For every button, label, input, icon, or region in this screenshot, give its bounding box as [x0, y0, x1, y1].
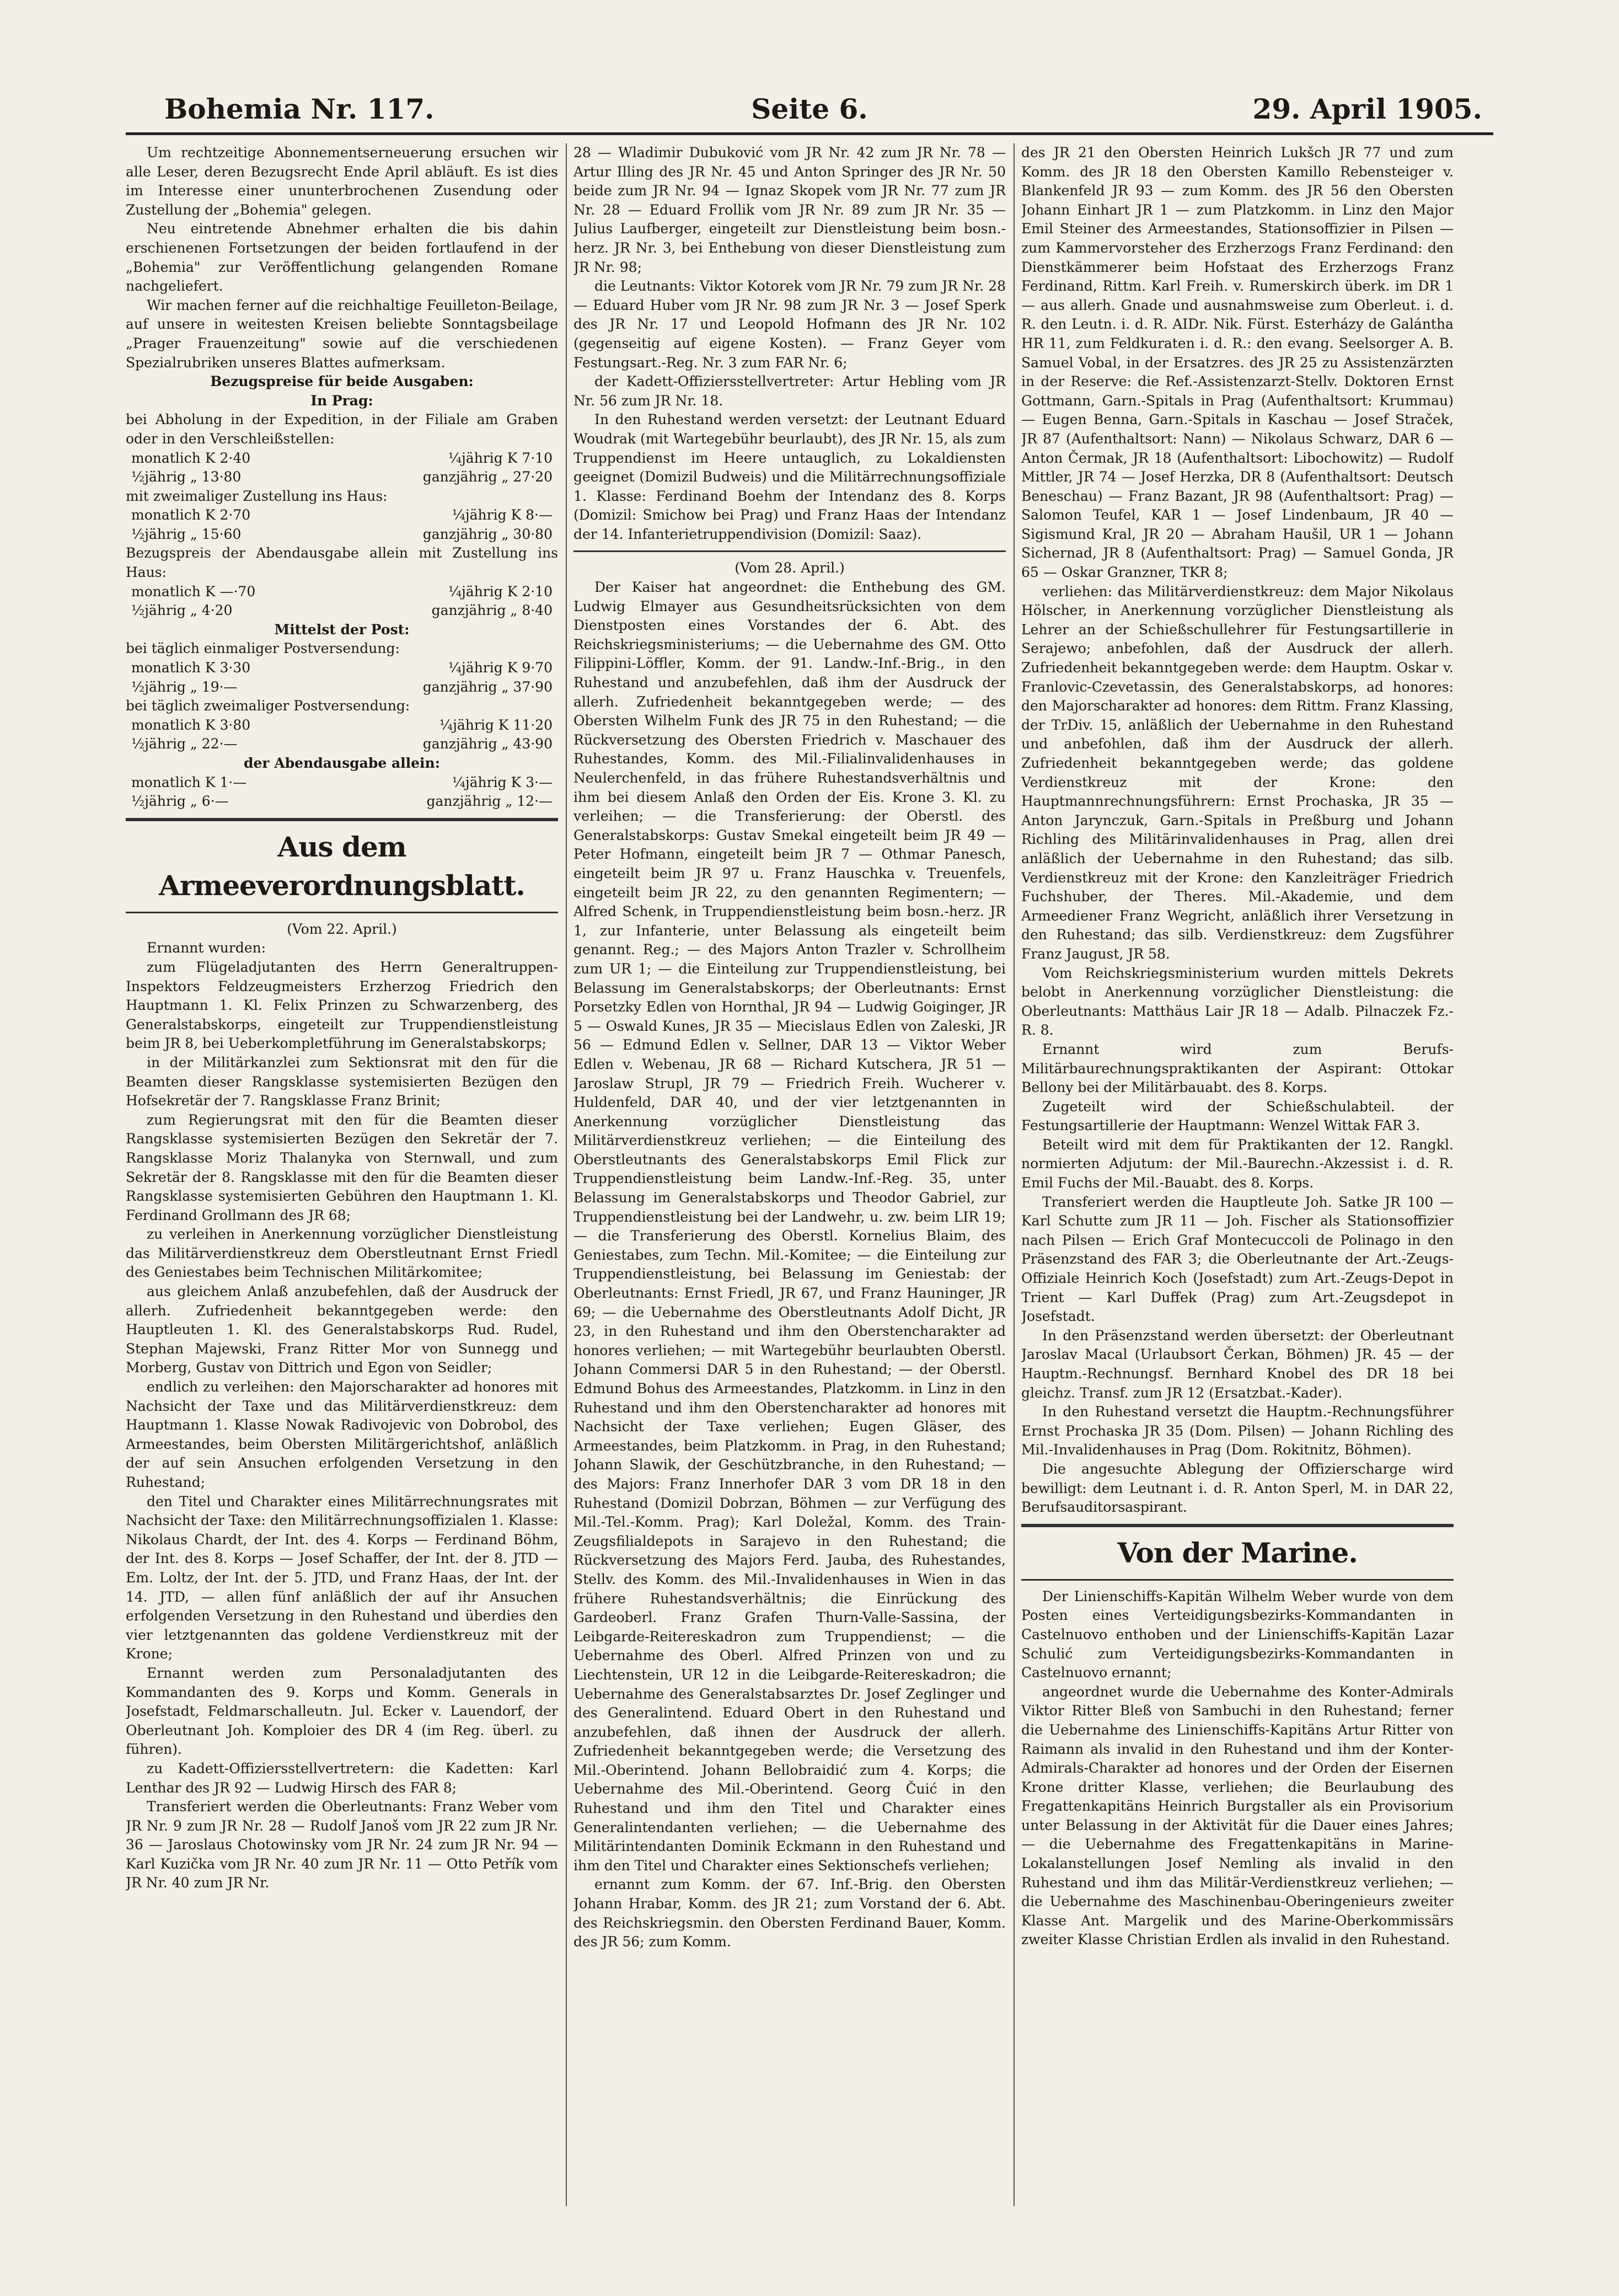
column-1 — [126, 143, 558, 2206]
prices-abend-allein: der Abendausgabe allein: — [244, 755, 440, 771]
subscription-paragraph-3: Wir machen ferner auf die reichhaltige Feuilleton-Beilage, auf unsere in weitesten Kreisen beliebte Sonntagsbeilage „Prager Frauenzeitung" sowie auf die verschiedenen Spezialrubriken unseres Blattes aufmerksam. — [126, 297, 558, 371]
column-2 — [573, 143, 1006, 2206]
army-paragraph: Ernannt wird zum Berufs-Militärbaurechnungspraktikanten der Aspirant: Ottokar Bellony bei der Militärbauabt. des 8. Korps. — [1021, 1041, 1454, 1096]
prices-post-heading: Mittelst der Post: — [274, 621, 410, 638]
army-paragraph: in der Militärkanzlei zum Sektionsrat mit den für die Beamten dieser Rangsklasse systemisierten Bezügen den Hofsekretär der 7. Rangsklasse Franz Brinit; — [126, 1054, 558, 1109]
army-paragraph: zu verleihen in Anerkennung vorzüglicher Dienstleistung das Militärverdienstkreuz dem Oberstleutnant Ernst Friedl des Geniestabes beim Technischen Militärkomitee; — [126, 1226, 558, 1281]
price-row — [126, 582, 558, 602]
army-paragraph: Vom Reichskriegsministerium wurden mittels Dekrets belobt in Anerkennung vorzüglicher Dienstleistung: die Oberleutnants: Matthäus Lair JR 18 — Adalb. Pilnaczek Fz.-R. 8. — [1021, 965, 1454, 1039]
price-row — [126, 449, 558, 468]
army-paragraph: den Titel und Charakter eines Militärrechnungsrates mit Nachsicht der Taxe: den Militärrechnungsoffizialen 1. Klasse: Nikolaus Chardt, der Int. des 4. Korps — Ferdinand Böhm, der Int. des 8. Korps — Josef Schaffer, der Int. der 8. JTD — Em. Loltz, der Int. der 5. JTD, und Franz Haas, der Int. der 14. JTD, — allen fünf anläßlich der auf ihr Ansuchen erfolgenden Versetzung in den Ruhestand und überdies den vier letztgenannten das goldene Verdienstkreuz mit der Krone; — [126, 1493, 558, 1662]
army-paragraph: Transferiert werden die Oberleutnants: Franz Weber vom JR Nr. 9 zum JR Nr. 28 — Rudolf Janoš vom JR 22 zum JR Nr. 36 — Jaroslaus Chotowinsky vom JR Nr. 24 zum JR Nr. 94 — Karl Kuzička vom JR Nr. 40 zum JR Nr. 11 — Otto Petřík vom JR Nr. 40 zum JR Nr. — [126, 1799, 558, 1891]
army-paragraph: Ernannt werden zum Personaladjutanten des Kommandanten des 9. Korps und Komm. Generals in Josefstadt, Feldmarschalleutn. Jul. Ecker v. Lauendorf, der Oberleutnant Joh. Komploier des DR 4 (im Reg. überl. zu führen). — [126, 1665, 558, 1758]
army-paragraph: verliehen: das Militärverdienstkreuz: dem Major Nikolaus Hölscher, in Anerkennung vorzüglicher Dienstleistung als Lehrer an der Schießschullehrer für Festungsartillerie in Serajewo; anbefohlen, daß der Ausdruck der allerh. Zufriedenheit bekanntgegeben werde: dem Hauptm. Oskar v. Franlovic-Czevetassin, des Generalstabskorps, ad honores: den Majorscharakter ad honores: dem Rittm. Franz Klassing, der TrDiv. 15, anläßlich der Uebernahme in den Ruhestand und anbefohlen, daß ihm der Ausdruck der allerh. Zufriedenheit bekanntgegeben werde; das goldene Verdienstkreuz mit der Krone: den Hauptmannrechnungsführern: Ernst Prochaska, JR 35 — Anton Jarynczuk, Garn.-Spitals in Preßburg und Johann Richling des Militärinvalidenhauses in Prag, allen drei anläßlich der Uebernahme in den Ruhestand; das silb. Verdienstkreuz mit der Krone: den Kanzleiträger Friedrich Fuchshuber, der Theres. Mil.-Akademie, und dem Armeediener Franz Wegricht, anläßlich ihrer Versetzung in den Ruhestand; das silb. Verdienstkreuz: dem Zugsführer Franz Jaugust, JR 58. — [1021, 583, 1454, 962]
prices-abend: Bezugspreis der Abendausgabe allein mit Zustellung ins Haus: — [126, 545, 558, 581]
price-right: ganzjährig „ 27·20 — [422, 469, 553, 485]
price-row — [126, 773, 558, 793]
heading-rule — [126, 912, 558, 913]
prices-block-6 — [126, 773, 558, 811]
price-left: ½jährig „ 6·— — [131, 793, 229, 810]
issue-date: 29. April 1905. — [1252, 93, 1482, 125]
prices-block-1 — [126, 449, 558, 487]
price-right: ¼jährig K 9·70 — [448, 660, 553, 676]
price-row — [126, 792, 558, 811]
price-left: ½jährig „ 19·— — [131, 678, 238, 695]
price-row — [126, 506, 558, 525]
heading-rule — [1021, 1579, 1454, 1581]
prices-block-4 — [126, 659, 558, 697]
prices-prag-heading: In Prag: — [310, 392, 373, 409]
army-paragraph: die Leutnants: Viktor Kotorek vom JR Nr. 79 zum JR Nr. 28 — Eduard Huber vom JR Nr. 98 zum JR Nr. 3 — Josef Sperk des JR Nr. 17 und Leopold Hofmann des JR Nr. 102 (gegenseitig auf eigene Kosten). — Franz Geyer vom Festungsart.-Reg. Nr. 3 zum FAR Nr. 6; — [573, 278, 1006, 371]
price-left: ½jährig „ 13·80 — [131, 469, 242, 485]
prices-block-5 — [126, 716, 558, 754]
newspaper-page — [126, 83, 1493, 2223]
price-row — [126, 716, 558, 735]
army-paragraph: Der Kaiser hat angeordnet: die Enthebung des GM. Ludwig Elmayer aus Gesundheitsrücksichten von dem Dienstposten eines Vorstandes der 6. Abt. des Reichskriegsministeriums; — die Uebernahme des GM. Otto Filippini-Löffler, Komm. der 91. Landw.-Inf.-Brig., in den Ruhestand und anzubefehlen, daß ihm der Ausdruck der allerh. Zufriedenheit bekanntgegeben werde; — des Obersten Wilhelm Funk des JR 75 in den Ruhestand; — die Rückversetzung des Obersten Friedrich v. Maschauer des Ruhestandes, Komm. des Mil.-Filialinvalidenhauses in Neulerchenfeld, in das frühere Ruhestandsverhältnis und ihm bei diesem Anlaß den Orden der Eis. Krone 3. Kl. zu verleihen; — die Transferierung: der Oberstl. des Generalstabskorps: Gustav Smekal eingeteilt beim JR 49 — Peter Hofmann, eingeteilt beim JR 7 — Othmar Panesch, eingeteilt beim JR 97 u. Franz Hauschka v. Treuenfels, eingeteilt beim JR 22, zu den genannten Regimentern; — Alfred Schenk, in Truppendienstleistung beim bosn.-herz. JR 1, zur Infanterie, unter Belassung als eingeteilt beim genannt. Reg.; — des Majors Anton Trazler v. Schrollheim zum UR 1; — die Einteilung zur Truppendienstleistung, bei Belassung im Generalstabskorps; der Oberleutnants: Ernst Porsetzky Edlen von Hornthal, JR 94 — Ludwig Goiginger, JR 5 — Oswald Kunes, JR 35 — Miecislaus Edlen von Zaleski, JR 56 — Edmund Edlen v. Sellner, DAR 13 — Viktor Weber Edlen v. Webenau, JR 68 — Richard Kutschera, JR 51 — Jaroslaw Strupl, JR 79 — Friedrich Freih. Wucherer v. Huldenfeld, DAR 40, und der vier letztgenannten in Anerkennung vorzüglicher Dienstleistung das Militärverdienstkreuz verliehen; — die Einteilung des Oberstleutnants des Generalstabskorps Emil Flick zur Truppendienstleistung beim Landw.-Inf.-Reg. 35, unter Belassung im Generalstabskorps und Theodor Gabriel, zur Truppendienstleistung bei der Landwehr, u. zw. beim LIR 19; — die Transferierung des Oberstl. Kornelius Blaim, des Geniestabes, zum Techn. Mil.-Komitee; — die Einteilung zur Truppendienstleistung, bei Belassung im Geniestab: der Oberleutnants: Ernst Friedl, JR 67, und Franz Hauninger, JR 69; — die Uebernahme des Oberstleutnants Adolf Dicht, JR 23, in den Ruhestand und ihm den Oberstencharakter ad honores verliehen; — mit Wartegebühr beurlaubten Oberstl. Johann Commersi DAR 5 in den Ruhestand; — der Oberstl. Edmund Bohus des Armeestandes, Platzkomm. in Linz in den Ruhestand und ihm den Oberstencharakter ad honores mit Nachsicht der Taxe verliehen; Eugen Gläser, des Armeestandes, beim Platzkomm. in Prag, in den Ruhestand; Johann Slawik, der Geschützbranche, in den Ruhestand; — des Majors: Franz Innerhofer DAR 3 vom DR 18 in den Ruhestand (Domizil Dobrzan, Böhmen — zur Verfügung des Mil.-Tel.-Komm. Prag); Karl Doležal, Komm. des Train-Zeugsfilialdepots in Sarajevo in den Ruhestand; die Rückversetzung des Majors Ferd. Jauba, des Ruhestandes, Stellv. des Komm. des Mil.-Invalidenhauses in Wien in das frühere Ruhestandsverhältnis; die Einrückung des Gardeoberl. Franz Grafen Thurn-Valle-Sassina, der Leibgarde-Reitereskadron zum Truppendienst; — die Uebernahme des Oberl. Alfred Prinzen von und zu Liechtenstein, UR 12 in die Leibgarde-Reitereskadron; die Uebernahme des Generalstabsarztes Dr. Josef Zeglinger und des Generalintend. Eduard Obert in den Ruhestand und anzubefehlen, daß ihnen der Ausdruck der allerh. Zufriedenheit bekanntgegeben werde; die Versetzung des Mil.-Oberintend. Johann Bellobraidić zum 4. Korps; die Uebernahme des Mil.-Oberintend. Georg Čuić in den Ruhestand und ihm den Titel und Charakter eines Generalintendanten verliehen; — die Uebernahme des Militärintendanten Dominik Eckmann in den Ruhestand und ihm den Titel und Charakter eines Sektionschefs verliehen; — [573, 579, 1006, 1874]
price-left: monatlich K 3·30 — [131, 660, 251, 676]
price-right: ganzjährig „ 43·90 — [422, 736, 553, 752]
army-paragraph: In den Präsenzstand werden übersetzt: der Oberleutnant Jaroslav Macal (Urlaubsort Čerkan, Böhmen) JR. 45 — der Hauptm.-Rechnungsf. Bernhard Knobel des DR 18 bei gleichz. Transf. zum JR 12 (Ersatzbat.-Kader). — [1021, 1327, 1454, 1401]
subscription-paragraph-2: Neu eintretende Abnehmer erhalten die bis dahin erschienenen Fortsetzungen der beiden fortlaufend in der „Bohemia" zur Veröffentlichung gelangenden Romane nachgeliefert. — [126, 221, 558, 295]
army-paragraph: Transferiert werden die Hauptleute Joh. Satke JR 100 — Karl Schutte zum JR 11 — Joh. Fischer als Stationsoffizier nach Pilsen — Erich Graf Montecuccoli de Polinago in den Präsenzstand des FAR 3; die Oberleutnante der Art.-Zeugs-Offiziale Heinrich Koch (Josefstadt) zum Art.-Zeugs-Depot in Trient — Karl Duffek (Prag) zum Art.-Zeugsdepot in Josefstadt. — [1021, 1194, 1454, 1325]
section-rule — [126, 818, 558, 821]
column-divider-2 — [1014, 143, 1015, 2206]
navy-paragraph: angeordnet wurde die Uebernahme des Konter-Admirals Viktor Ritter Bleß von Sambuchi in den Ruhestand; ferner die Uebernahme des Linienschiffs-Kapitäns Artur Ritter von Raimann als invalid in den Ruhestand und ihm der Konter-Admirals-Charakter ad honores und der Orden der Eisernen Krone dritter Klasse, verliehen; die Beurlaubung des Fregattenkapitäns Heinrich Burgstaller als ein Provisorium unter Belassung in der Aktivität für die Dauer eines Jahres; — die Uebernahme des Fregattenkapitäns in Marine-Lokalanstellungen Josef Nemling als invalid in den Ruhestand und ihm das Militär-Verdienstkreuz verliehen; — die Uebernahme des Maschinenbau-Oberingenieurs zweiter Klasse Ant. Margelik und des Marine-Oberkommissärs zweiter Klasse Christian Erdlen als invalid in den Ruhestand. — [1021, 1683, 1454, 1948]
army-paragraph: In den Ruhestand werden versetzt: der Leutnant Eduard Woudrak (mit Wartegebühr beurlaubt), des JR Nr. 15, als zum Truppendienst im Heere untauglich, zu Lokaldiensten geeignet (Domizil Budweis) und die Militärrechnungsoffiziale 1. Klasse: Ferdinand Boehm der Intendanz des 8. Korps (Domizil: Smichow bei Prag) und Franz Haas der Intendanz der 14. Infanterietruppendivision (Domizil: Saaz). — [573, 411, 1006, 542]
subscription-paragraph-1: Um rechtzeitige Abonnementserneuerung ersuchen wir alle Leser, deren Bezugsrecht Ende April abläuft. Es ist dies im Interesse einer ununterbrochenen Zusendung oder Zustellung der „Bohemia" gelegen. — [126, 144, 558, 218]
prices-zweimal-post: bei täglich zweimaliger Postversendung: — [126, 698, 410, 714]
army-date-2: (Vom 28. April.) — [735, 560, 845, 576]
army-paragraph: Ernannt wurden: — [147, 940, 266, 956]
army-paragraph: In den Ruhestand versetzt die Hauptm.-Rechnungsführer Ernst Prochaska JR 35 (Dom. Pilsen) — Johann Richling des Mil.-Invalidenhauses in Prag (Dom. Rokitnitz, Böhmen). — [1021, 1404, 1454, 1458]
price-left: monatlich K 1·— — [131, 774, 247, 790]
price-row — [126, 601, 558, 620]
price-row — [126, 678, 558, 697]
price-right: ganzjährig „ 12·— — [426, 793, 553, 810]
price-right: ¼jährig K 3·— — [452, 774, 553, 790]
prices-abholung: bei Abholung in der Expedition, in der Filiale am Graben oder in den Verschleißstellen: — [126, 411, 558, 447]
prices-block-3 — [126, 582, 558, 620]
navy-heading: Von der Marine. — [1117, 1536, 1358, 1569]
army-heading: Aus dem Armeeverordnungsblatt. — [159, 830, 525, 902]
price-row — [126, 659, 558, 678]
price-left: ½jährig „ 4·20 — [131, 602, 233, 619]
army-date: (Vom 22. April.) — [287, 920, 397, 937]
price-row — [126, 735, 558, 754]
army-paragraph: endlich zu verleihen: den Majorscharakter ad honores mit Nachsicht der Taxe und das Militärverdienstkreuz: dem Hauptmann 1. Klasse Nowak Radivojevic von Dobrobol, des Armeestandes, beim Obersten Militärgerichtshof, anläßlich der auf sein Ansuchen erfolgenden Versetzung in den Ruhestand; — [126, 1379, 558, 1490]
section-rule — [1021, 1524, 1454, 1527]
price-left: monatlich K —·70 — [131, 583, 256, 600]
army-paragraph: ernannt zum Komm. der 67. Inf.-Brig. den Obersten Johann Hrabar, Komm. des JR 21; zum Vorstand der 6. Abt. des Reichskriegsmin. den Obersten Ferdinand Bauer, Komm. des JR 56; zum Komm. — [573, 1876, 1006, 1950]
price-left: monatlich K 2·40 — [131, 449, 251, 466]
price-right: ganzjährig „ 30·80 — [422, 526, 553, 542]
army-paragraph: Die angesuchte Ablegung der Offizierscharge wird bewilligt: dem Leutnant i. d. R. Anton Sperl, M. in DAR 22, Berufsauditorsaspirant. — [1021, 1460, 1454, 1516]
price-left: monatlich K 3·80 — [131, 716, 251, 733]
army-paragraph: aus gleichem Anlaß anzubefehlen, daß der Ausdruck der allerh. Zufriedenheit bekanntgegeben werde: den Hauptleuten 1. Kl. des Generalstabskorps Rud. Rudel, Stephan Majewski, Franz Ritter Mor von Sunnegg und Morberg, Gustav von Dittrich und Egon von Seidler; — [126, 1283, 558, 1376]
price-left: monatlich K 2·70 — [131, 507, 251, 523]
army-paragraph: Beteilt wird mit dem für Praktikanten der 12. Rangkl. normierten Adjutum: der Mil.-Baurechn.-Akzessist i. d. R. Emil Fuchs der Mil.-Bauabt. des 8. Korps. — [1021, 1136, 1454, 1191]
prices-block-2 — [126, 506, 558, 544]
price-right: ganzjährig „ 8·40 — [431, 602, 553, 619]
price-right: ganzjährig „ 37·90 — [422, 678, 553, 695]
price-table — [126, 372, 558, 811]
navy-paragraph: Der Linienschiffs-Kapitän Wilhelm Weber wurde von dem Posten eines Verteidigungsbezirks-Kommandanten in Castelnuovo enthoben und der Linienschiffs-Kapitän Lazar Schulić zum Verteidigungsbezirks-Kommandanten in Castelnuovo ernannt; — [1021, 1588, 1454, 1681]
army-paragraph: des JR 21 den Obersten Heinrich Lukšch JR 77 und zum Komm. des JR 18 den Obersten Kamillo Rebensteiger v. Blankenfeld JR 93 — zum Komm. des JR 56 den Obersten Johann Einhart JR 1 — zum Platzkomm. in Linz den Major Emil Steiner des Armeestandes, Stationsoffizier in Pilsen — zum Kammervorsteher des Erzherzogs Franz Ferdinand: den Dienstkämmerer beim Hofstaat des Erzherzogs Franz Ferdinand, Rittm. Karl Freih. v. Rumerskirch überk. im DR 1 — aus allerh. Gnade und ausnahmsweise zum Oberleut. i. d. R. den Leutn. i. d. R. AIDr. Nik. Fürst. Esterházy de Galántha HR 11, zum Feldkuraten i. d. R.: den evang. Seelsorger A. B. Samuel Vobal, in der Ersatzres. des JR 25 zu Assistenzärzten in der Reserve: die Ref.-Assistenzarzt-Stellv. Doktoren Ernst Gottmann, Garn.-Spitals in Prag (Aufenthaltsort: Krummau) — Eugen Benna, Garn.-Spitals in Kaschau — Josef Straček, JR 87 (Aufenthaltsort: Nann) — Nikolaus Schwarz, DAR 6 — Anton Čermak, JR 18 (Aufenthaltsort: Libochowitz) — Rudolf Mittler, JR 74 — Josef Herzka, DR 8 (Aufenthaltsort: Deutsch Beneschau) — Franz Bazant, JR 98 (Aufenthaltsort: Prag) — Salomon Teufel, KAR 1 — Josef Lindenbaum, JR 40 — Sigismund Kral, JR 20 — Abraham Haušil, UR 1 — Johann Sichernad, JR 8 (Aufenthaltsort: Prag) — Samuel Gonda, JR 65 — Oskar Granzner, TKR 8; — [1021, 144, 1454, 581]
army-paragraph: zum Regierungsrat mit den für die Beamten dieser Rangsklasse systemisierten Bezügen den Sekretär der 7. Rangsklasse Moriz Thalanyka von Sternwall, und zum Sekretär der 8. Rangsklasse mit den für die Beamten dieser Rangsklasse systemisierten Gebühren den Hauptmann 1. Kl. Ferdinand Grollmann des JR 68; — [126, 1111, 558, 1223]
price-left: ½jährig „ 15·60 — [131, 526, 242, 542]
army-paragraph: der Kadett-Offiziersstellvertreter: Artur Hebling vom JR Nr. 56 zum JR Nr. 18. — [573, 373, 1006, 409]
page-number: Seite 6. — [751, 93, 868, 125]
price-right: ¼jährig K 2·10 — [448, 583, 553, 600]
prices-einmal: bei täglich einmaliger Postversendung: — [126, 640, 400, 657]
price-right: ¼jährig K 11·20 — [439, 716, 553, 733]
column-divider-1 — [566, 143, 567, 2206]
masthead — [126, 83, 1493, 135]
price-left: ½jährig „ 22·— — [131, 736, 238, 752]
prices-title: Bezugspreise für beide Ausgaben: — [210, 373, 474, 390]
date-rule — [573, 550, 1006, 552]
army-paragraph: 28 — Wladimir Dubuković vom JR Nr. 42 zum JR Nr. 78 — Artur Illing des JR Nr. 45 und Anton Springer des JR Nr. 50 beide zum JR Nr. 94 — Ignaz Skopek vom JR Nr. 77 zum JR Nr. 28 — Eduard Frollik vom JR Nr. 89 zum JR Nr. 35 — Julius Laufberger, eingeteilt zur Dienstleistung beim bosn.-herz. JR Nr. 3, bei Enthebung von dieser Dienstleistung zum JR Nr. 98; — [573, 144, 1006, 275]
column-3 — [1021, 143, 1454, 2206]
price-right: ¼jährig K 7·10 — [448, 449, 553, 466]
army-paragraph: Zugeteilt wird der Schießschulabteil. der Festungsartillerie der Hauptmann: Wenzel Wittak FAR 3. — [1021, 1098, 1454, 1134]
army-paragraph: zum Flügeladjutanten des Herrn Generaltruppen-Inspektors Feldzeugmeisters Erzherzog Friedrich den Hauptmann 1. Kl. Felix Prinzen zu Schwarzenberg, des Generalstabskorps, eingeteilt zur Truppendienstleistung beim JR 8, bei Ueberkompletführung im Generalstabskorps; — [126, 959, 558, 1052]
prices-zweimal-haus: mit zweimaliger Zustellung ins Haus: — [126, 488, 388, 504]
price-row — [126, 525, 558, 544]
army-paragraph: zu Kadett-Offiziersstellvertretern: die Kadetten: Karl Lenthar des JR 92 — Ludwig Hirsch des FAR 8; — [126, 1760, 558, 1796]
issue-number: Bohemia Nr. 117. — [164, 93, 435, 125]
price-right: ¼jährig K 8·— — [452, 507, 553, 523]
price-row — [126, 468, 558, 487]
